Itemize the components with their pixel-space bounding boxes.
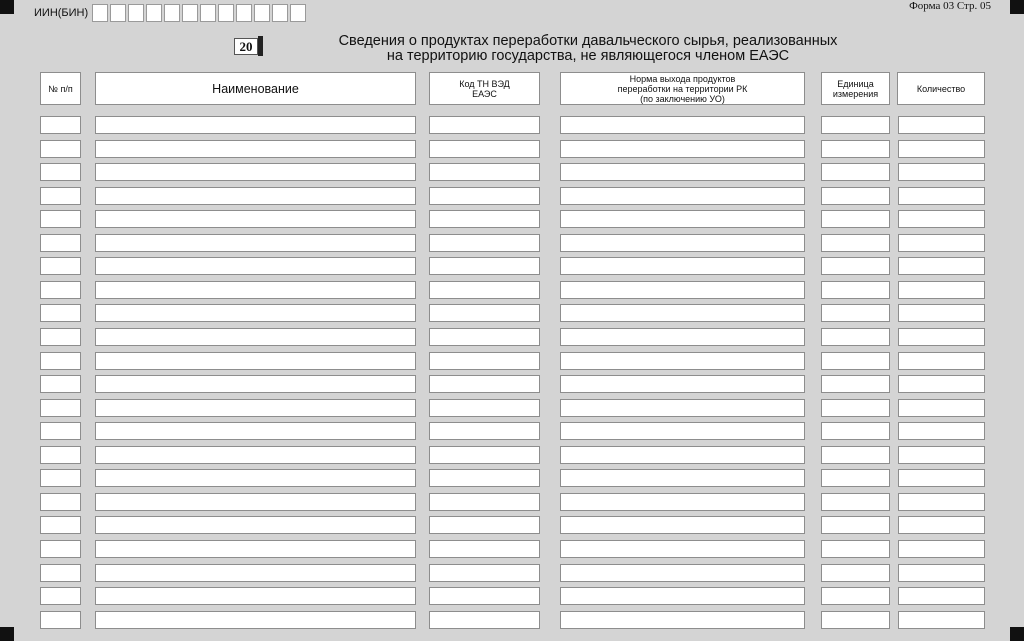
input-cell-norm[interactable]	[560, 469, 805, 487]
input-cell-qty[interactable]	[898, 564, 985, 582]
table-row	[0, 304, 1024, 322]
form-page-reference: Форма 03 Стр. 05	[909, 0, 991, 12]
column-header-code-line-1: Код ТН ВЭД	[459, 78, 510, 89]
table-row	[0, 375, 1024, 393]
input-cell-num[interactable]	[40, 234, 81, 252]
iin-digit-cell[interactable]	[272, 4, 288, 22]
input-cell-norm[interactable]	[560, 328, 805, 346]
input-cell-unit[interactable]	[821, 257, 890, 275]
input-cell-unit[interactable]	[821, 399, 890, 417]
iin-digit-cell[interactable]	[200, 4, 216, 22]
input-cell-num[interactable]	[40, 540, 81, 558]
input-cell-qty[interactable]	[898, 281, 985, 299]
input-cell-name[interactable]	[95, 328, 416, 346]
input-cell-norm[interactable]	[560, 163, 805, 181]
input-cell-norm[interactable]	[560, 516, 805, 534]
iin-digit-cell[interactable]	[128, 4, 144, 22]
input-cell-unit[interactable]	[821, 116, 890, 134]
table-row	[0, 140, 1024, 158]
registration-mark-top-left	[0, 0, 14, 14]
input-cell-num[interactable]	[40, 257, 81, 275]
column-header-unit-line-2: измерения	[832, 88, 879, 99]
iin-input-group	[92, 4, 308, 22]
table-row	[0, 587, 1024, 605]
input-cell-unit[interactable]	[821, 540, 890, 558]
column-header-code	[429, 72, 540, 105]
table-row	[0, 116, 1024, 134]
input-cell-unit[interactable]	[821, 587, 890, 605]
column-header-name-line: Наименование	[212, 81, 299, 96]
input-cell-name[interactable]	[95, 375, 416, 393]
section-number-marker	[258, 36, 263, 56]
input-cell-num[interactable]	[40, 399, 81, 417]
column-header-norm-line-2: переработки на территории РК	[617, 83, 748, 94]
input-cell-code[interactable]	[429, 587, 540, 605]
input-cell-name[interactable]	[95, 469, 416, 487]
table-row	[0, 516, 1024, 534]
table-row	[0, 234, 1024, 252]
input-cell-qty[interactable]	[898, 328, 985, 346]
input-cell-code[interactable]	[429, 234, 540, 252]
input-cell-norm[interactable]	[560, 304, 805, 322]
input-cell-name[interactable]	[95, 304, 416, 322]
table-row	[0, 281, 1024, 299]
input-cell-unit[interactable]	[821, 140, 890, 158]
input-cell-num[interactable]	[40, 587, 81, 605]
input-cell-norm[interactable]	[560, 611, 805, 629]
section-title-line-1: Сведения о продуктах переработки давальческого сырья, реализованных	[338, 33, 838, 49]
input-cell-num[interactable]	[40, 446, 81, 464]
input-cell-unit[interactable]	[821, 352, 890, 370]
input-cell-qty[interactable]	[898, 163, 985, 181]
input-cell-unit[interactable]	[821, 304, 890, 322]
input-cell-code[interactable]	[429, 469, 540, 487]
input-cell-code[interactable]	[429, 328, 540, 346]
input-cell-norm[interactable]	[560, 187, 805, 205]
section-number: 20	[234, 38, 258, 55]
input-cell-num[interactable]	[40, 516, 81, 534]
iin-digit-cell[interactable]	[254, 4, 270, 22]
input-cell-norm[interactable]	[560, 281, 805, 299]
input-cell-num[interactable]	[40, 375, 81, 393]
input-cell-name[interactable]	[95, 187, 416, 205]
input-cell-norm[interactable]	[560, 587, 805, 605]
input-cell-unit[interactable]	[821, 446, 890, 464]
input-cell-name[interactable]	[95, 564, 416, 582]
input-cell-name[interactable]	[95, 587, 416, 605]
input-cell-name[interactable]	[95, 399, 416, 417]
input-cell-qty[interactable]	[898, 469, 985, 487]
column-header-unit	[821, 72, 890, 105]
input-cell-qty[interactable]	[898, 399, 985, 417]
registration-mark-bottom-left	[0, 627, 14, 641]
input-cell-name[interactable]	[95, 493, 416, 511]
registration-mark-top-right	[1010, 0, 1024, 14]
iin-digit-cell[interactable]	[92, 4, 108, 22]
column-header-code-line-2: ЕАЭС	[472, 88, 497, 99]
input-cell-unit[interactable]	[821, 564, 890, 582]
input-cell-qty[interactable]	[898, 422, 985, 440]
input-cell-name[interactable]	[95, 116, 416, 134]
column-header-name	[95, 72, 416, 105]
input-cell-code[interactable]	[429, 375, 540, 393]
column-header-quantity-line: Количество	[916, 83, 966, 94]
input-cell-name[interactable]	[95, 516, 416, 534]
input-cell-code[interactable]	[429, 257, 540, 275]
table-row	[0, 540, 1024, 558]
input-cell-name[interactable]	[95, 257, 416, 275]
input-cell-name[interactable]	[95, 234, 416, 252]
table-row	[0, 564, 1024, 582]
input-cell-norm[interactable]	[560, 257, 805, 275]
input-cell-norm[interactable]	[560, 210, 805, 228]
input-cell-num[interactable]	[40, 493, 81, 511]
table-row	[0, 187, 1024, 205]
input-cell-qty[interactable]	[898, 257, 985, 275]
table-row	[0, 328, 1024, 346]
column-header-quantity	[897, 72, 985, 105]
input-cell-qty[interactable]	[898, 140, 985, 158]
input-cell-unit[interactable]	[821, 375, 890, 393]
input-cell-code[interactable]	[429, 281, 540, 299]
input-cell-norm[interactable]	[560, 352, 805, 370]
input-cell-code[interactable]	[429, 516, 540, 534]
column-header-norm-line-1: Норма выхода продуктов	[629, 73, 736, 84]
input-cell-num[interactable]	[40, 210, 81, 228]
input-cell-qty[interactable]	[898, 352, 985, 370]
iin-digit-cell[interactable]	[290, 4, 306, 22]
table-row	[0, 446, 1024, 464]
input-cell-norm[interactable]	[560, 564, 805, 582]
input-cell-unit[interactable]	[821, 281, 890, 299]
table-row	[0, 399, 1024, 417]
input-cell-code[interactable]	[429, 493, 540, 511]
iin-label: ИИН(БИН)	[34, 7, 89, 19]
input-cell-qty[interactable]	[898, 587, 985, 605]
input-cell-qty[interactable]	[898, 375, 985, 393]
input-cell-norm[interactable]	[560, 422, 805, 440]
column-header-number-line: № п/п	[48, 83, 73, 94]
iin-digit-cell[interactable]	[218, 4, 234, 22]
column-header-unit-line-1: Единица	[837, 78, 874, 89]
input-cell-qty[interactable]	[898, 234, 985, 252]
column-header-norm	[560, 72, 805, 105]
table-row	[0, 493, 1024, 511]
section-title	[268, 34, 908, 64]
registration-mark-bottom-right	[1010, 627, 1024, 641]
table-row	[0, 352, 1024, 370]
input-cell-code[interactable]	[429, 304, 540, 322]
input-cell-num[interactable]	[40, 187, 81, 205]
input-cell-norm[interactable]	[560, 446, 805, 464]
input-cell-norm[interactable]	[560, 375, 805, 393]
input-cell-name[interactable]	[95, 163, 416, 181]
input-cell-num[interactable]	[40, 116, 81, 134]
input-cell-name[interactable]	[95, 281, 416, 299]
input-cell-code[interactable]	[429, 163, 540, 181]
input-cell-norm[interactable]	[560, 234, 805, 252]
input-cell-unit[interactable]	[821, 516, 890, 534]
input-cell-unit[interactable]	[821, 422, 890, 440]
input-cell-qty[interactable]	[898, 304, 985, 322]
input-cell-name[interactable]	[95, 611, 416, 629]
input-cell-code[interactable]	[429, 210, 540, 228]
input-cell-name[interactable]	[95, 446, 416, 464]
input-cell-unit[interactable]	[821, 611, 890, 629]
input-cell-num[interactable]	[40, 469, 81, 487]
input-cell-code[interactable]	[429, 564, 540, 582]
column-header-number	[40, 72, 81, 105]
input-cell-code[interactable]	[429, 540, 540, 558]
input-cell-unit[interactable]	[821, 234, 890, 252]
input-cell-norm[interactable]	[560, 116, 805, 134]
input-cell-name[interactable]	[95, 422, 416, 440]
input-cell-norm[interactable]	[560, 399, 805, 417]
input-cell-num[interactable]	[40, 163, 81, 181]
table-row	[0, 163, 1024, 181]
input-cell-num[interactable]	[40, 328, 81, 346]
input-cell-qty[interactable]	[898, 493, 985, 511]
input-cell-code[interactable]	[429, 352, 540, 370]
input-cell-code[interactable]	[429, 140, 540, 158]
input-cell-code[interactable]	[429, 187, 540, 205]
input-cell-code[interactable]	[429, 422, 540, 440]
input-cell-qty[interactable]	[898, 516, 985, 534]
input-cell-code[interactable]	[429, 116, 540, 134]
input-cell-name[interactable]	[95, 140, 416, 158]
input-cell-qty[interactable]	[898, 116, 985, 134]
input-cell-norm[interactable]	[560, 140, 805, 158]
table-row	[0, 257, 1024, 275]
input-cell-code[interactable]	[429, 446, 540, 464]
input-cell-unit[interactable]	[821, 210, 890, 228]
input-cell-num[interactable]	[40, 422, 81, 440]
input-cell-unit[interactable]	[821, 328, 890, 346]
input-cell-num[interactable]	[40, 611, 81, 629]
column-header-norm-line-3: (по заключению УО)	[640, 93, 725, 104]
iin-digit-cell[interactable]	[182, 4, 198, 22]
input-cell-name[interactable]	[95, 540, 416, 558]
input-cell-num[interactable]	[40, 304, 81, 322]
input-cell-code[interactable]	[429, 611, 540, 629]
input-cell-name[interactable]	[95, 352, 416, 370]
input-cell-unit[interactable]	[821, 469, 890, 487]
input-cell-num[interactable]	[40, 352, 81, 370]
table-row	[0, 422, 1024, 440]
input-cell-unit[interactable]	[821, 187, 890, 205]
input-cell-qty[interactable]	[898, 446, 985, 464]
input-cell-code[interactable]	[429, 399, 540, 417]
input-cell-unit[interactable]	[821, 493, 890, 511]
table-row	[0, 469, 1024, 487]
iin-digit-cell[interactable]	[146, 4, 162, 22]
table-row	[0, 611, 1024, 629]
input-cell-norm[interactable]	[560, 540, 805, 558]
input-cell-qty[interactable]	[898, 187, 985, 205]
input-cell-num[interactable]	[40, 281, 81, 299]
input-cell-num[interactable]	[40, 564, 81, 582]
iin-digit-cell[interactable]	[236, 4, 252, 22]
input-cell-num[interactable]	[40, 140, 81, 158]
input-cell-name[interactable]	[95, 210, 416, 228]
iin-digit-cell[interactable]	[110, 4, 126, 22]
input-cell-qty[interactable]	[898, 540, 985, 558]
input-cell-qty[interactable]	[898, 611, 985, 629]
iin-digit-cell[interactable]	[164, 4, 180, 22]
input-cell-qty[interactable]	[898, 210, 985, 228]
table-row	[0, 210, 1024, 228]
input-cell-unit[interactable]	[821, 163, 890, 181]
input-cell-norm[interactable]	[560, 493, 805, 511]
section-title-line-2: на территорию государства, не являющегося членом ЕАЭС	[386, 48, 790, 64]
